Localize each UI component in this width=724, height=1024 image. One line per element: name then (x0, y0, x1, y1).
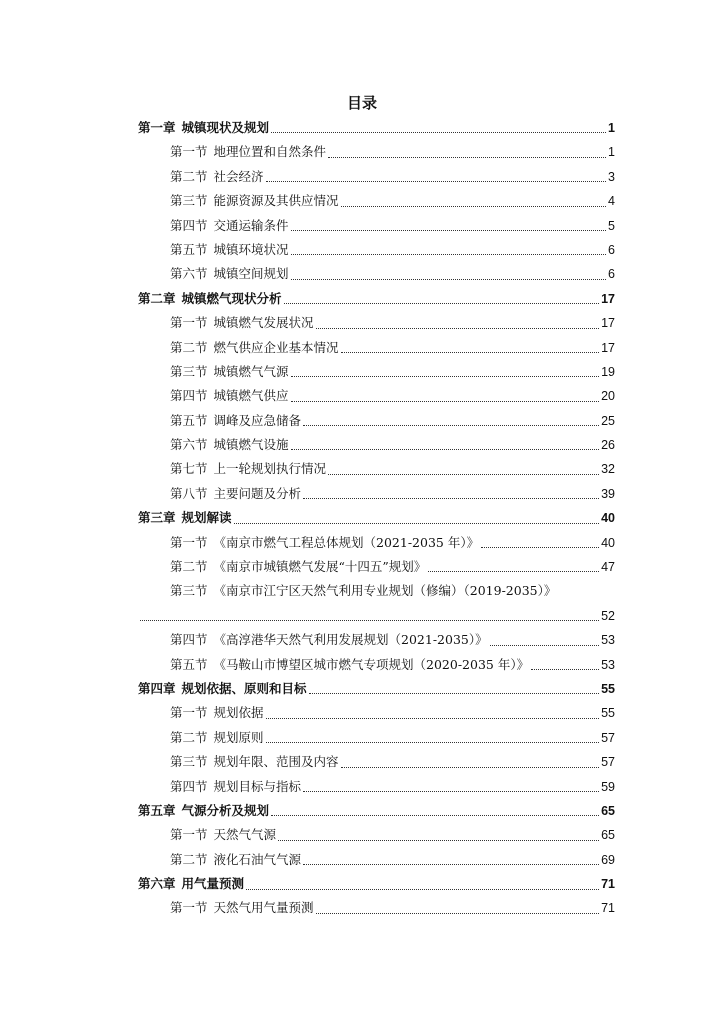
toc-entry-number: 第五节 (170, 412, 208, 428)
toc-page-number: 17 (601, 291, 615, 306)
toc-entry-text: 城镇燃气供应 (213, 388, 289, 404)
toc-section-entry[interactable] (138, 457, 615, 481)
toc-entry-text: 上一轮规划执行情况 (213, 461, 327, 477)
toc-entry-label (170, 775, 301, 799)
toc-entry-number: 第五节 (170, 241, 208, 257)
toc-entry-label (170, 165, 264, 189)
toc-entry-text: 规划原则 (213, 729, 264, 745)
dot-leader (490, 645, 599, 646)
toc-section-entry[interactable] (138, 189, 615, 213)
toc-entry-text: 城镇空间规划 (213, 266, 289, 282)
toc-entry-text: 社会经济 (213, 168, 264, 184)
toc-page-number: 6 (608, 267, 615, 282)
dot-leader (291, 449, 600, 450)
toc-entry-text: 《高淳港华天然气利用发展规划（2021-2035）》 (213, 632, 488, 648)
dot-leader (234, 523, 600, 524)
toc-entry-text: 城镇环境状况 (213, 241, 289, 257)
toc-entry-text: 《马鞍山市博望区城市燃气专项规划（2020-2035 年）》 (213, 656, 530, 672)
toc-entry-label (138, 506, 232, 530)
toc-entry-label (170, 433, 289, 457)
toc-section-entry[interactable] (138, 604, 615, 628)
toc-section-entry[interactable] (138, 555, 615, 579)
toc-page-number: 20 (601, 389, 615, 404)
toc-entry-text: 城镇燃气设施 (213, 437, 289, 453)
toc-section-entry[interactable] (138, 726, 615, 750)
toc-entry-label (138, 872, 244, 896)
toc-section-entry[interactable] (138, 848, 615, 872)
toc-entry-number: 第一节 (170, 144, 208, 160)
toc-section-entry[interactable] (138, 311, 615, 335)
dot-leader (291, 279, 607, 280)
toc-page-number: 26 (601, 438, 615, 453)
toc-entry-text: 气源分析及规划 (181, 802, 270, 818)
toc-page-number: 65 (601, 803, 615, 818)
toc-entry-number: 第二节 (170, 729, 208, 745)
toc-entry-label (170, 531, 479, 555)
toc-entry-number: 第一节 (170, 705, 208, 721)
toc-entry-number: 第三节 (170, 754, 208, 770)
toc-page-number: 40 (601, 535, 615, 550)
toc-page-number: 53 (601, 633, 615, 648)
toc-entry-text: 《南京市燃气工程总体规划（2021-2035 年）》 (213, 534, 480, 550)
toc-entry-label (138, 116, 269, 140)
toc-page-number: 1 (608, 120, 615, 135)
dot-leader (291, 376, 600, 377)
dot-leader (316, 328, 600, 329)
toc-section-entry[interactable] (138, 238, 615, 262)
toc-page-number: 17 (601, 316, 615, 331)
toc-entry-label (170, 701, 264, 725)
toc-section-entry[interactable] (138, 262, 615, 286)
toc-page-number: 59 (601, 779, 615, 794)
toc-entry-text: 能源资源及其供应情况 (213, 193, 339, 209)
dot-leader (291, 401, 600, 402)
toc-section-entry[interactable] (138, 214, 615, 238)
dot-leader (341, 767, 600, 768)
toc-entry-text: 规划目标与指标 (213, 778, 302, 794)
table-of-contents (138, 116, 615, 921)
toc-entry-label (170, 750, 339, 774)
toc-entry-number: 第三节 (170, 363, 208, 379)
toc-entry-number: 第一章 (138, 119, 176, 135)
toc-entry-number: 第七节 (170, 461, 208, 477)
toc-section-entry[interactable] (138, 336, 615, 360)
dot-leader (303, 425, 599, 426)
dot-leader (291, 230, 607, 231)
toc-page-number: 3 (608, 169, 615, 184)
toc-entry-label (170, 384, 289, 408)
dot-leader (291, 254, 607, 255)
toc-entry-label (170, 896, 314, 920)
toc-page-number: 19 (601, 364, 615, 379)
toc-entry-text: 天然气气源 (213, 827, 277, 843)
toc-entry-text: 地理位置和自然条件 (213, 144, 327, 160)
toc-section-entry[interactable] (138, 140, 615, 164)
dot-leader (271, 815, 599, 816)
toc-entry-number: 第五章 (138, 802, 176, 818)
toc-entry-label (170, 140, 326, 164)
toc-page-number: 57 (601, 730, 615, 745)
toc-title: 目录 (346, 94, 377, 112)
toc-entry-label (170, 409, 301, 433)
toc-section-entry[interactable] (138, 750, 615, 774)
toc-entry-text: 用气量预测 (181, 876, 245, 892)
toc-entry-text: 规划依据 (213, 705, 264, 721)
dot-leader (316, 913, 600, 914)
toc-entry-number: 第二章 (138, 290, 176, 306)
toc-page-number: 71 (601, 877, 615, 892)
toc-page-number: 17 (601, 340, 615, 355)
toc-entry-number: 第四节 (170, 778, 208, 794)
toc-page-number: 1 (608, 145, 615, 160)
dot-leader (328, 157, 606, 158)
toc-entry-label (170, 311, 314, 335)
toc-page-number: 4 (608, 194, 615, 209)
toc-section-entry[interactable] (138, 897, 615, 921)
dot-leader (266, 718, 600, 719)
toc-entry-number: 第三节 (170, 583, 208, 599)
dot-leader (303, 498, 599, 499)
toc-chapter-entry[interactable] (138, 677, 615, 701)
toc-entry-number: 第一节 (170, 827, 208, 843)
toc-entry-text: 调峰及应急储备 (213, 412, 302, 428)
toc-page-number: 71 (601, 901, 615, 916)
toc-entry-text: 液化石油气气源 (213, 851, 302, 867)
toc-page-number: 69 (601, 852, 615, 867)
toc-entry-label (170, 726, 264, 750)
toc-entry-label (138, 287, 282, 311)
toc-page-number: 65 (601, 828, 615, 843)
toc-page-number: 47 (601, 560, 615, 575)
toc-entry-text: 城镇现状及规划 (181, 119, 270, 135)
toc-section-entry[interactable] (138, 628, 615, 652)
toc-entry-number: 第一节 (170, 534, 208, 550)
toc-chapter-entry[interactable] (138, 872, 615, 896)
toc-page-number: 53 (601, 657, 615, 672)
toc-entry-number: 第六节 (170, 437, 208, 453)
toc-entry-number: 第一节 (170, 315, 208, 331)
toc-entry-text: 城镇燃气发展状况 (213, 315, 314, 331)
dot-leader (309, 693, 600, 694)
toc-chapter-entry[interactable] (138, 799, 615, 823)
toc-entry-label (170, 262, 289, 286)
toc-entry-label (138, 799, 269, 823)
toc-entry-text: 交通运输条件 (213, 217, 289, 233)
toc-section-entry[interactable] (138, 165, 615, 189)
toc-entry-label (170, 238, 289, 262)
toc-entry-number: 第三章 (138, 510, 176, 526)
toc-page-number: 55 (601, 681, 615, 696)
dot-leader (271, 132, 606, 133)
toc-entry-label (170, 336, 339, 360)
toc-entry-text: 天然气用气量预测 (213, 900, 314, 916)
toc-entry-label (170, 848, 301, 872)
toc-section-entry[interactable] (138, 823, 615, 847)
dot-leader (531, 669, 599, 670)
toc-entry-text: 规划年限、范围及内容 (213, 754, 339, 770)
toc-page-number: 5 (608, 218, 615, 233)
dot-leader (278, 840, 599, 841)
toc-page-number: 6 (608, 242, 615, 257)
toc-entry-number: 第二节 (170, 559, 208, 575)
toc-entry-text: 主要问题及分析 (213, 485, 302, 501)
toc-entry-number: 第五节 (170, 656, 208, 672)
dot-leader (266, 181, 607, 182)
toc-section-entry[interactable] (138, 653, 615, 677)
toc-entry-number: 第六章 (138, 876, 176, 892)
toc-entry-number: 第二节 (170, 339, 208, 355)
toc-entry-label (170, 823, 276, 847)
toc-entry-number: 第六节 (170, 266, 208, 282)
dot-leader (284, 303, 600, 304)
toc-entry-label (170, 189, 339, 213)
toc-entry-label (170, 482, 301, 506)
toc-entry-text: 城镇燃气气源 (213, 363, 289, 379)
toc-entry-label (170, 579, 556, 603)
dot-leader (303, 864, 599, 865)
toc-entry-number: 第二节 (170, 851, 208, 867)
toc-section-entry[interactable] (138, 384, 615, 408)
dot-leader (481, 547, 599, 548)
toc-entry-number: 第四节 (170, 388, 208, 404)
toc-entry-number: 第四节 (170, 632, 208, 648)
toc-entry-text: 《南京市江宁区天然气利用专业规划（修编）（2019-2035）》 (213, 583, 557, 599)
dot-leader (246, 889, 599, 890)
toc-page-number: 32 (601, 462, 615, 477)
dot-leader (266, 742, 600, 743)
toc-page-number: 55 (601, 706, 615, 721)
toc-entry-number: 第四节 (170, 217, 208, 233)
toc-section-entry[interactable] (138, 409, 615, 433)
dot-leader (341, 352, 600, 353)
toc-entry-label (138, 677, 307, 701)
toc-entry-number: 第三节 (170, 193, 208, 209)
toc-entry-label (170, 653, 529, 677)
toc-entry-text: 规划解读 (181, 510, 232, 526)
dot-leader (428, 571, 599, 572)
toc-chapter-entry[interactable] (138, 287, 615, 311)
dot-leader (341, 206, 607, 207)
dot-leader (328, 474, 599, 475)
dot-leader (140, 620, 599, 621)
toc-entry-number: 第四章 (138, 680, 176, 696)
dot-leader (303, 791, 599, 792)
toc-entry-text: 规划依据、原则和目标 (181, 680, 307, 696)
toc-page-number: 52 (601, 608, 615, 623)
toc-entry-text: 燃气供应企业基本情况 (213, 339, 339, 355)
toc-section-entry[interactable] (138, 433, 615, 457)
toc-page-number: 40 (601, 511, 615, 526)
toc-entry-label (170, 214, 289, 238)
toc-section-entry[interactable] (138, 701, 615, 725)
toc-entry-label (170, 457, 326, 481)
toc-entry-label (170, 628, 488, 652)
toc-entry-text: 《南京市城镇燃气发展“十四五”规划》 (213, 559, 427, 575)
toc-section-entry[interactable] (138, 531, 615, 555)
toc-entry-number: 第一节 (170, 900, 208, 916)
toc-chapter-entry[interactable] (138, 116, 615, 140)
toc-section-entry[interactable] (138, 360, 615, 384)
toc-entry-label (170, 555, 426, 579)
toc-entry-label (170, 360, 289, 384)
toc-section-entry[interactable] (138, 579, 615, 603)
toc-chapter-entry[interactable] (138, 506, 615, 530)
toc-entry-text: 城镇燃气现状分析 (181, 290, 282, 306)
toc-page-number: 25 (601, 413, 615, 428)
toc-section-entry[interactable] (138, 482, 615, 506)
toc-entry-number: 第二节 (170, 168, 208, 184)
toc-entry-number: 第八节 (170, 485, 208, 501)
toc-section-entry[interactable] (138, 775, 615, 799)
toc-page-number: 39 (601, 486, 615, 501)
toc-page-number: 57 (601, 755, 615, 770)
